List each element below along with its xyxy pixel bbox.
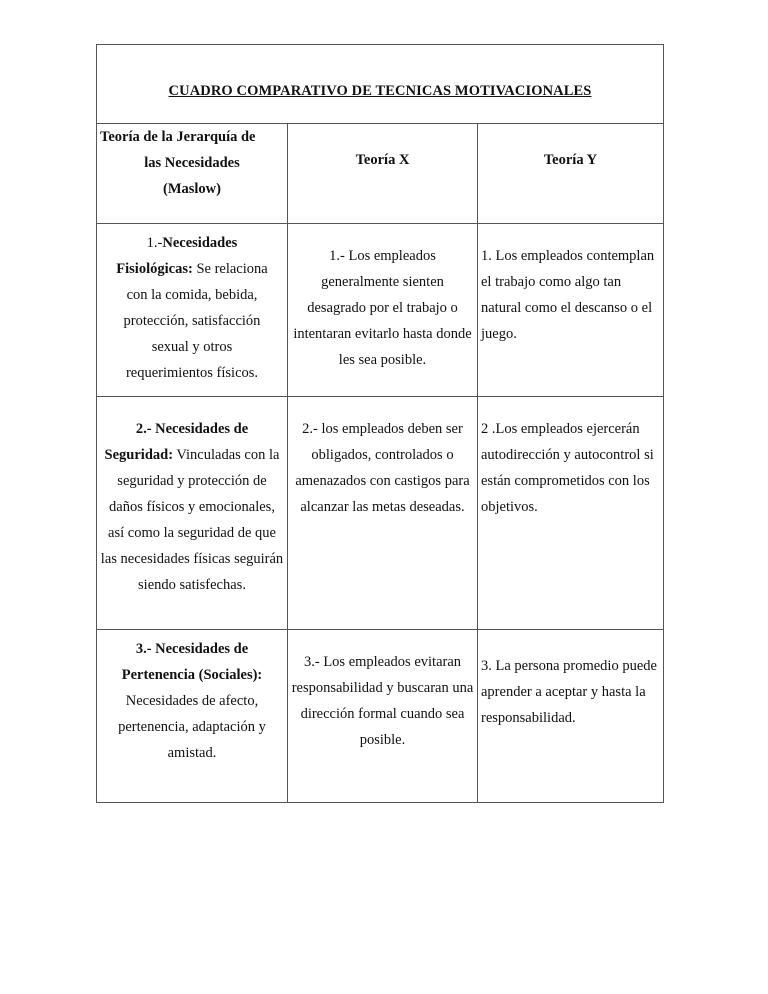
maslow-description: Vinculadas con	[173, 447, 266, 463]
header-theory-y-label: Teoría Y	[543, 152, 598, 168]
theory-y-text: 2 .Los empleados ejercerán autodirección y autocontrol si están comprometidos con los objetivos.	[481, 421, 654, 515]
maslow-description: Se relaciona	[192, 261, 268, 277]
document-title: CUADRO COMPARATIVO DE TECNICAS MOTIVACIONALES	[168, 83, 592, 99]
theory-x-cell-3	[288, 630, 478, 803]
theory-y-cell-2	[478, 397, 664, 630]
maslow-cell-3	[97, 630, 288, 803]
theory-y-text: 1. Los empleados contemplan el trabajo como algo tan natural como el descanso o el juego.	[481, 248, 655, 342]
maslow-title: 2.- Necesidades de	[135, 421, 249, 437]
maslow-prefix: 1.-	[146, 235, 163, 251]
header-maslow-line3: (Maslow)	[163, 181, 221, 197]
header-theory-x	[288, 124, 478, 224]
theory-y-text: 3. La persona promedio puede aprender a aceptar y hasta la responsabilidad.	[481, 658, 657, 726]
header-maslow-line2: las Necesidades	[144, 155, 240, 171]
theory-x-text: 1.- Los empleados generalmente sienten desagrado por el trabajo o intentaran evitarlo hasta donde les sea posible.	[293, 248, 472, 368]
header-maslow	[97, 124, 288, 224]
theory-y-cell-1	[478, 224, 664, 397]
maslow-description: la seguridad y protección de daños físicos y emocionales, así como la seguridad de que las necesidades físicas seguirán siendo satisfechas.	[100, 447, 284, 593]
maslow-description: protección, satisfacción	[123, 313, 261, 329]
header-theory-x-label: Teoría X	[355, 152, 410, 168]
header-theory-y	[478, 124, 664, 224]
maslow-description: Necesidades de afecto, pertenencia, adaptación y amistad.	[118, 693, 266, 761]
table-row	[97, 630, 664, 803]
maslow-description: con la comida, bebida,	[126, 287, 258, 303]
title-cell	[97, 45, 664, 124]
header-maslow-line1: Teoría de la Jerarquía de	[100, 129, 256, 145]
maslow-cell-1	[97, 224, 288, 397]
table-row	[97, 224, 664, 397]
theory-x-text: 2.- los empleados deben ser obligados, controlados o amenazados con castigos para alcanzar las metas deseadas.	[295, 421, 470, 515]
theory-x-text: 3.- Los empleados evitaran responsabilidad y buscaran una dirección formal cuando sea posible.	[291, 654, 474, 748]
maslow-description: requerimientos físicos.	[125, 365, 259, 381]
maslow-title: Fisiológicas:	[116, 261, 193, 277]
maslow-title: 3.- Necesidades de	[135, 641, 249, 657]
theory-x-cell-1	[288, 224, 478, 397]
theory-y-cell-3	[478, 630, 664, 803]
comparison-table	[96, 44, 664, 803]
maslow-title: Pertenencia (Sociales):	[121, 667, 263, 683]
maslow-description: sexual y otros	[151, 339, 233, 355]
header-row	[97, 124, 664, 224]
maslow-cell-2	[97, 397, 288, 630]
title-row	[97, 45, 664, 124]
theory-x-cell-2	[288, 397, 478, 630]
table-row	[97, 397, 664, 630]
maslow-title: Necesidades	[162, 235, 238, 251]
maslow-title: Seguridad:	[104, 447, 174, 463]
